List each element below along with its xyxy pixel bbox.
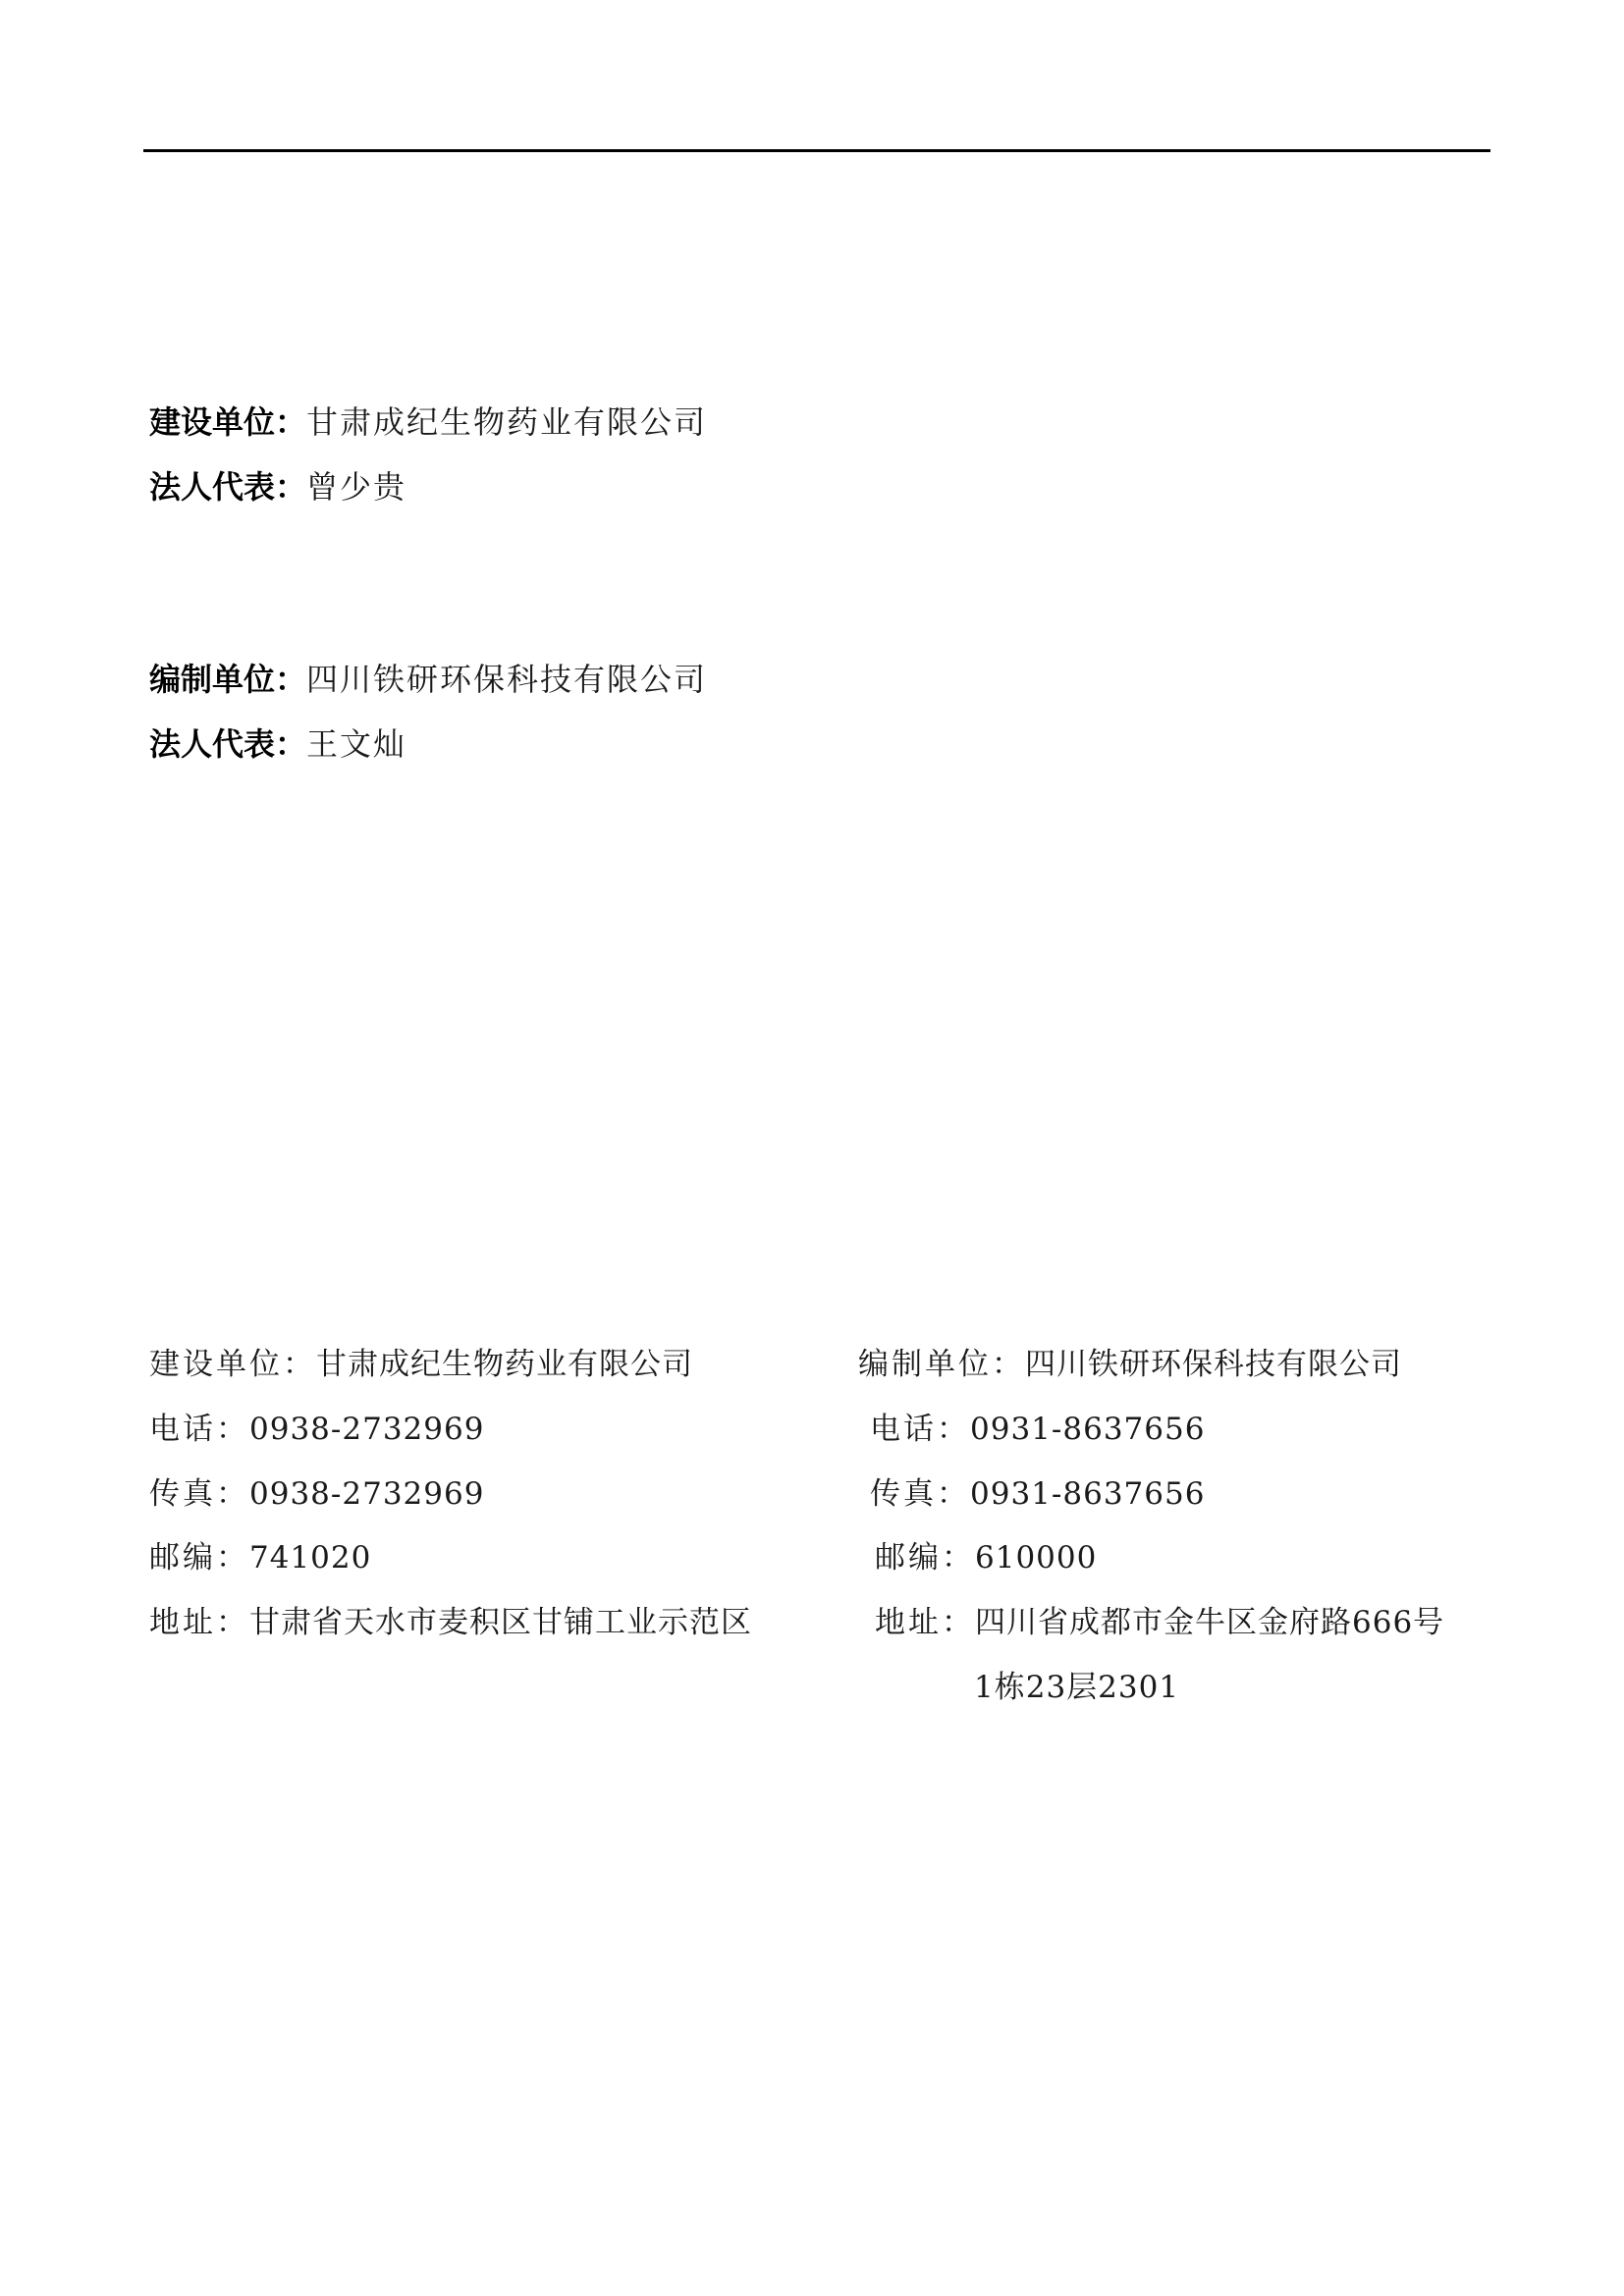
builder-rep-line — [149, 467, 406, 507]
left-address-line — [149, 1603, 752, 1642]
right-fax-line — [870, 1474, 1205, 1514]
right-postcode-value: 610000 — [975, 1540, 1098, 1575]
left-fax-value: 0938-2732969 — [249, 1476, 485, 1512]
right-unit-value: 四川铁研环保科技有限公司 — [1025, 1347, 1402, 1382]
left-phone-line — [149, 1410, 484, 1449]
compiler-rep-label: 法人代表： — [149, 725, 307, 763]
builder-label: 建设单位： — [149, 403, 307, 441]
left-unit-value: 甘肃成纪生物药业有限公司 — [316, 1347, 693, 1382]
right-unit-label: 编制单位： — [858, 1347, 1025, 1382]
right-postcode-line — [875, 1538, 1097, 1577]
left-postcode-value: 741020 — [249, 1540, 372, 1575]
left-phone-value: 0938-2732969 — [249, 1412, 485, 1447]
left-address-value: 甘肃省天水市麦积区甘铺工业示范区 — [249, 1605, 752, 1640]
right-address-line — [875, 1603, 1444, 1642]
left-address-label: 地址： — [149, 1605, 249, 1640]
left-fax-label: 传真： — [149, 1476, 249, 1512]
right-address-value-2: 1栋23层2301 — [974, 1670, 1180, 1705]
left-phone-label: 电话： — [149, 1412, 249, 1447]
builder-line — [149, 402, 707, 442]
right-address-value: 四川省成都市金牛区金府路666号 — [975, 1605, 1445, 1640]
builder-value: 甘肃成纪生物药业有限公司 — [306, 403, 708, 441]
builder-rep-label: 法人代表： — [149, 468, 307, 506]
right-fax-value: 0931-8637656 — [970, 1476, 1206, 1512]
right-phone-value: 0931-8637656 — [970, 1412, 1206, 1447]
right-fax-label: 传真： — [870, 1476, 970, 1512]
compiler-line — [149, 660, 707, 699]
right-unit-line — [858, 1345, 1402, 1384]
compiler-label: 编制单位： — [149, 661, 307, 698]
right-postcode-label: 邮编： — [875, 1540, 975, 1575]
builder-rep-value: 曾少贵 — [306, 468, 407, 506]
left-postcode-line — [149, 1538, 371, 1577]
right-address-line-2 — [974, 1668, 1179, 1707]
left-unit-label: 建设单位： — [149, 1347, 316, 1382]
header-rule — [143, 149, 1490, 152]
right-address-label: 地址： — [875, 1605, 975, 1640]
left-postcode-label: 邮编： — [149, 1540, 249, 1575]
compiler-rep-value: 王文灿 — [306, 725, 407, 763]
right-phone-label: 电话： — [870, 1412, 970, 1447]
compiler-value: 四川铁研环保科技有限公司 — [306, 661, 708, 698]
left-unit-line — [149, 1345, 693, 1384]
right-phone-line — [870, 1410, 1205, 1449]
left-fax-line — [149, 1474, 484, 1514]
compiler-rep-line — [149, 724, 406, 764]
